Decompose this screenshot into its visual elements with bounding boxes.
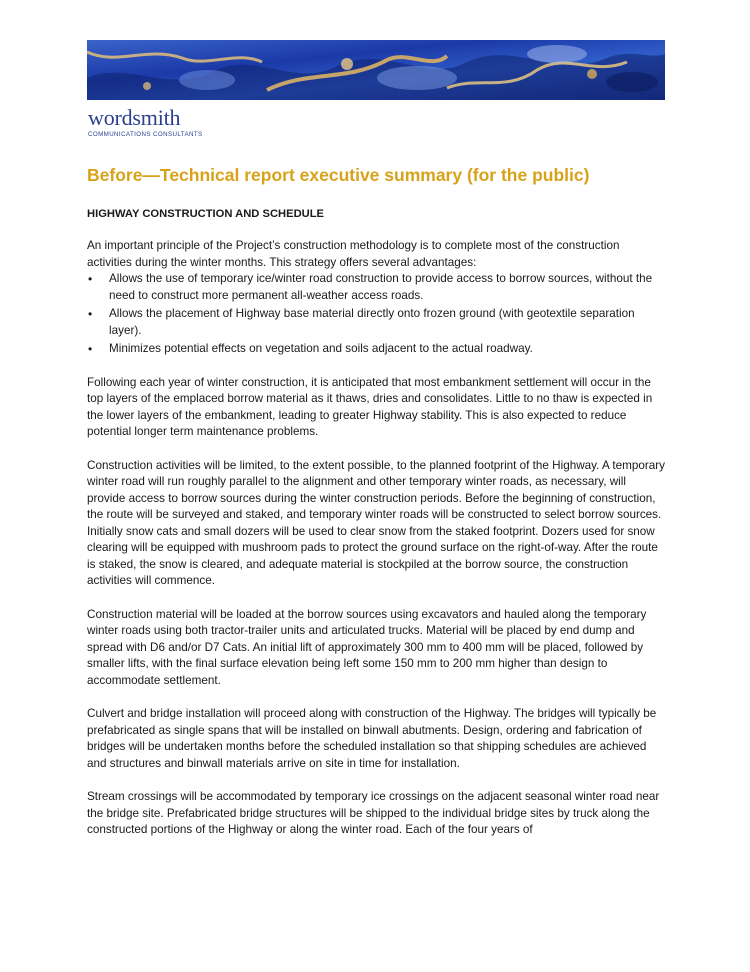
bullet-icon: •	[88, 272, 93, 286]
document-body	[87, 238, 667, 856]
advantages-list	[87, 271, 667, 358]
banner-artwork	[87, 40, 665, 100]
bridge-paragraph: Culvert and bridge installation will proceed along with construction of the Highway. The bridges will typically be prefabricated as single spans that will be installed on binwall abutments. Design, ordering and fabrication of bridges will be undertaken months before the scheduled installation so that shipping schedules are achieved and structures and binwall materials arrive on site in time for installation.	[87, 707, 657, 770]
list-item-text: Allows the placement of Highway base material directly onto frozen ground (with geotextile separation layer).	[109, 307, 635, 337]
list-item-text: Allows the use of temporary ice/winter road construction to provide access to borrow sources, without the need to construct more permanent all-weather access roads.	[109, 272, 653, 302]
logo-wordmark: wordsmith	[88, 105, 181, 130]
settlement-paragraph: Following each year of winter construction, it is anticipated that most embankment settlement will occur in the top layers of the emplaced borrow material as it thaws, dries and consolidates. Little to no thaw is expected in the lower layers of the embankment, leading to greater Highway stability. This is also expected to reduce potential longer term maintenance problems.	[87, 375, 653, 438]
list-item	[87, 306, 667, 339]
intro-paragraph: An important principle of the Project’s construction methodology is to complete most of the construction activities during the winter months. This strategy offers several advantages:	[87, 239, 620, 269]
section-heading: HIGHWAY CONSTRUCTION AND SCHEDULE	[87, 208, 325, 220]
list-item-text: Minimizes potential effects on vegetation and soils adjacent to the actual roadway.	[109, 342, 533, 355]
material-paragraph: Construction material will be loaded at the borrow sources using excavators and hauled along the temporary winter roads using both tractor-trailer units and articulated trucks. Material will be placed by end dump and spread with D6 and/or D7 Cats. An initial lift of approximately 300 mm to 400 mm will be placed, followed by smaller lifts, with the final surface elevation being left some 150 mm to 200 mm higher than design to accommodate settlement.	[87, 607, 647, 687]
list-item	[87, 341, 667, 358]
list-item	[87, 271, 667, 304]
header-banner	[87, 40, 665, 100]
document-title: Before—Technical report executive summary (for the public)	[87, 165, 590, 185]
bullet-icon: •	[88, 342, 93, 356]
stream-crossings-paragraph: Stream crossings will be accommodated by temporary ice crossings on the adjacent seasonal winter road near the bridge site. Prefabricated bridge structures will be shipped to the individual bridge sites by truck along the constructed portions of the Highway or along the winter road. Each of the four years of	[87, 790, 660, 836]
logo-tagline: COMMUNICATIONS CONSULTANTS	[88, 131, 203, 138]
bullet-icon: •	[88, 307, 93, 321]
company-logo	[88, 107, 203, 138]
footprint-paragraph: Construction activities will be limited, to the extent possible, to the planned footprint of the Highway. A temporary winter road will run roughly parallel to the alignment and other temporary winter roads, as necessary, will provide access to borrow sources during the winter construction periods. Before the beginning of construction, the route will be surveyed and staked, and temporary winter roads will be constructed to select borrow sources. Initially snow cats and small dozers will be used to clear snow from the staked footprint. Dozers used for snow clearing will be equipped with mushroom pads to protect the ground surface on the right-of-way. After the route is staked, the snow is cleared, and adequate material is stockpiled at the borrow source, the construction activities will commence.	[87, 458, 665, 587]
